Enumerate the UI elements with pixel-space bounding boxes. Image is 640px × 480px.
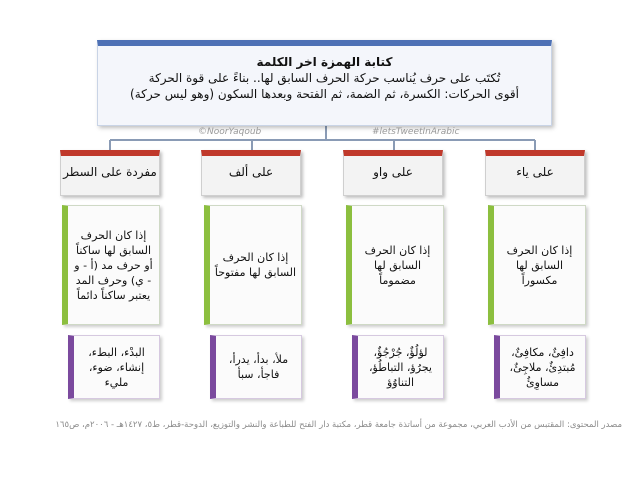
credit-hashtag: #letsTweetInArabic — [372, 127, 460, 137]
examples-waw-text: لؤلُؤٌ، جُرْجُؤٌ، يجرُؤ، التباطُؤ، التناوُؤ — [369, 345, 432, 389]
condition-line-text: إذا كان الحرف السابق لها ساكناً أو حرف مد (أ - و - ي) وحرف المد يعتبر ساكناً دائماً — [74, 228, 153, 302]
examples-ya-text: دافِئٌ، مكافِئٌ، مُبتدِئٌ، ملاجِئٌ، مساوِئُ — [509, 345, 576, 389]
category-ya: على ياء — [485, 150, 585, 196]
diagram-title: كتابة الهمزة اخر الكلمة — [256, 55, 393, 69]
condition-waw-text: إذا كان الحرف السابق لها مضموماً — [364, 243, 431, 287]
condition-alif-text: إذا كان الحرف السابق لها مفتوحاً — [214, 251, 297, 279]
examples-alif-text: ملأ، بدأ، يدرأ، فاجأ، سبأ — [228, 353, 289, 381]
header-line-2: أقوى الحركات: الكسرة، ثم الضمة، ثم الفتحة وبعدها السكون (وهو ليس حركة) — [130, 87, 519, 101]
title-box — [97, 40, 552, 126]
category-line: مفردة على السطر — [60, 150, 160, 196]
examples-waw — [352, 335, 444, 399]
category-alif: على ألف — [201, 150, 301, 196]
condition-line — [62, 205, 160, 325]
category-waw: على واو — [343, 150, 443, 196]
examples-alif — [210, 335, 302, 399]
examples-ya — [494, 335, 586, 399]
condition-alif — [204, 205, 302, 325]
examples-line — [68, 335, 160, 399]
examples-line-text: البدْء، البطء، إنشاء، ضوء، مليء — [88, 345, 145, 389]
source-citation: مصدر المحتوى: المقتبس من الأدب العربي، مجموعة من أساتذة جامعة قطر، مكتبة دار الفتح للطباعة والنشر والتوزيع، الدوحة-قطر، ط٥، ١٤٢٧هـ - ٢٠٠٦م، ص١٦٥ — [55, 420, 622, 430]
condition-ya — [488, 205, 586, 325]
condition-ya-text: إذا كان الحرف السابق لها مكسوراً — [506, 243, 573, 287]
header-line-1: تُكتَب على حرف يُناسب حركة الحرف السابق لها.. بناءً على قوة الحركة — [148, 71, 501, 85]
credit-author: ©NoorYaqoub — [198, 127, 262, 137]
condition-waw — [346, 205, 444, 325]
